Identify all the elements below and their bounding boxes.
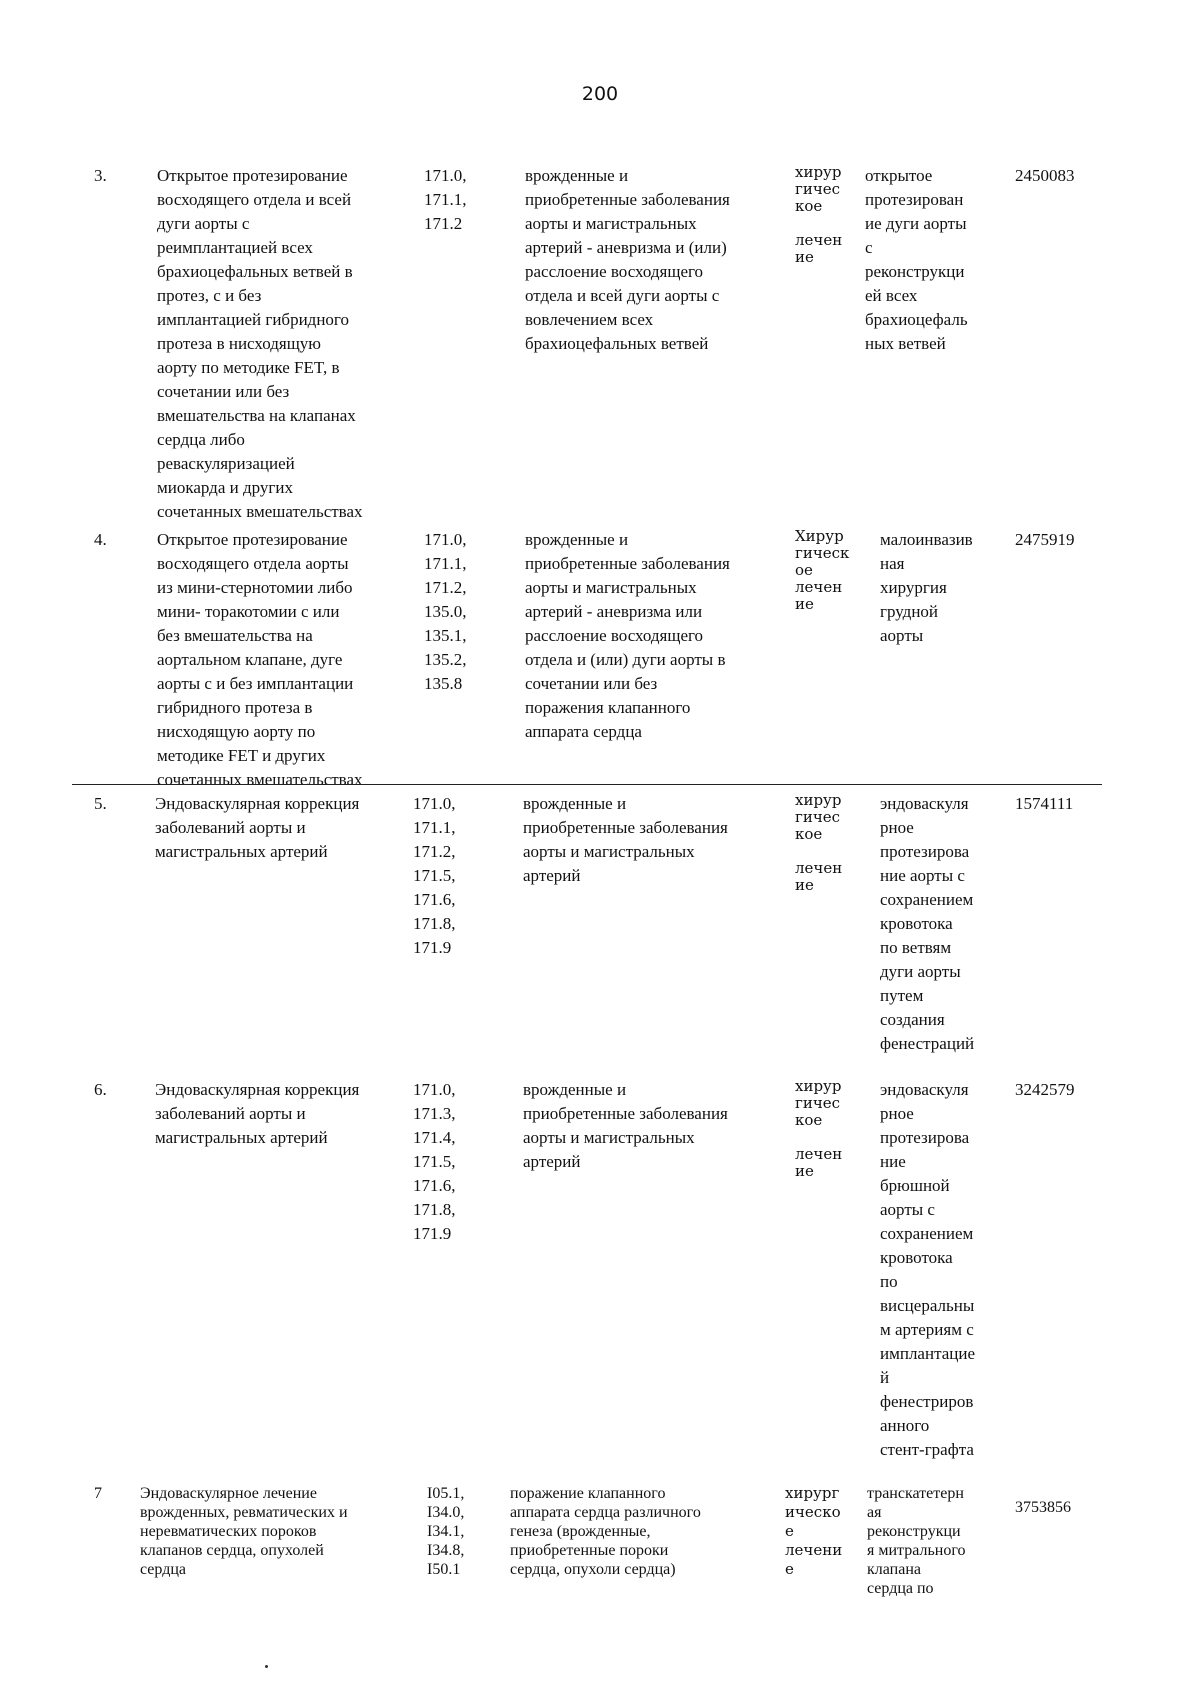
icd-codes: 171.0, 171.1, 171.2, 171.5, 171.6, 171.8, 171.9: [413, 794, 456, 957]
patient-model: поражение клапанного аппарата сердца различного генеза (врожденные, приобретенные пороки сердца, опухоли сердца): [510, 1485, 701, 1578]
cost-value: 1574111: [1015, 794, 1074, 813]
patient-model: врожденные и приобретенные заболевания аорты и магистральных артерий: [523, 794, 728, 885]
treatment-method: малоинвазив ная хирургия грудной аорты: [880, 530, 973, 645]
row-number: 6.: [94, 1080, 107, 1099]
treatment-method: открытое протезирован ие дуги аорты с реконструкци ей всех брахиоцефаль ных ветвей: [865, 166, 968, 353]
treatment-type: хирур гичес кое лечен ие: [795, 1077, 843, 1180]
cost-value: 2475919: [1015, 530, 1075, 549]
cost-value: 2450083: [1015, 166, 1075, 185]
patient-model: врожденные и приобретенные заболевания аорты и магистральных артерий - аневризма или расслоение восходящего отдела и (или) дуги аорты в сочетании или без поражения клапанного аппарата сердца: [525, 530, 730, 741]
row-number: 4.: [94, 530, 107, 549]
care-type-name: Эндоваскулярное лечение врожденных, ревматических и неревматических пороков клапанов сердца, опухолей сердца: [140, 1485, 348, 1578]
treatment-type: хирур гичес кое лечен ие: [795, 163, 843, 266]
row-separator-line: [72, 784, 1102, 785]
treatment-type: хирур гичес кое лечен ие: [795, 791, 843, 894]
treatment-method: эндоваскуля рное протезирова ние брюшной аорты с сохранением кровотока по висцеральны м артериям с имплантацие й фенестриров анного стент-графта: [880, 1080, 976, 1459]
icd-codes: 171.0, 171.3, 171.4, 171.5, 171.6, 171.8, 171.9: [413, 1080, 456, 1243]
treatment-method: транскатетерн ая реконструкци я митрального клапана сердца по: [867, 1485, 966, 1597]
patient-model: врожденные и приобретенные заболевания аорты и магистральных артерий - аневризма и (или) расслоение восходящего отдела и всей дуги аорты с вовлечением всех брахиоцефальных ветвей: [525, 166, 730, 353]
care-type-name: Эндоваскулярная коррекция заболеваний аорты и магистральных артерий: [155, 1080, 360, 1147]
row-number: 3.: [94, 166, 107, 185]
icd-codes: I05.1, I34.0, I34.1, I34.8, I50.1: [427, 1485, 465, 1578]
row-number: 5.: [94, 794, 107, 813]
row-number: 7: [94, 1485, 102, 1502]
icd-codes: 171.0, 171.1, 171.2, 135.0, 135.1, 135.2, 135.8: [424, 530, 467, 693]
treatment-type: Хирур гическ ое лечен ие: [795, 527, 850, 613]
treatment-type: хирург ическо е лечени е: [785, 1484, 843, 1578]
care-type-name: Открытое протезирование восходящего отдела аорты из мини-стернотомии либо мини- торакотомии с или без вмешательства на аортальном клапане, дуге аорты с и без имплантации гибридного протеза в нисходящую аорту по методике FET и других сочетанных вмешательствах: [157, 530, 363, 789]
cost-value: 3242579: [1015, 1080, 1075, 1099]
care-type-name: Эндоваскулярная коррекция заболеваний аорты и магистральных артерий: [155, 794, 360, 861]
icd-codes: 171.0, 171.1, 171.2: [424, 166, 467, 233]
cost-value: 3753856: [1015, 1499, 1071, 1516]
patient-model: врожденные и приобретенные заболевания аорты и магистральных артерий: [523, 1080, 728, 1171]
scan-speck: [265, 1665, 268, 1668]
treatment-method: эндоваскуля рное протезирова ние аорты с сохранением кровотока по ветвям дуги аорты путем создания фенестраций: [880, 794, 975, 1053]
care-type-name: Открытое протезирование восходящего отдела и всей дуги аорты с реимплантацией всех брахиоцефальных ветвей в протез, с и без имплантацией гибридного протеза в нисходящую аорту по методике FET, в сочетании или без вмешательства на клапанах сердца либо реваскуляризацией миокарда и других сочетанных вмешательствах: [157, 166, 363, 521]
page-number: 200: [581, 83, 619, 105]
